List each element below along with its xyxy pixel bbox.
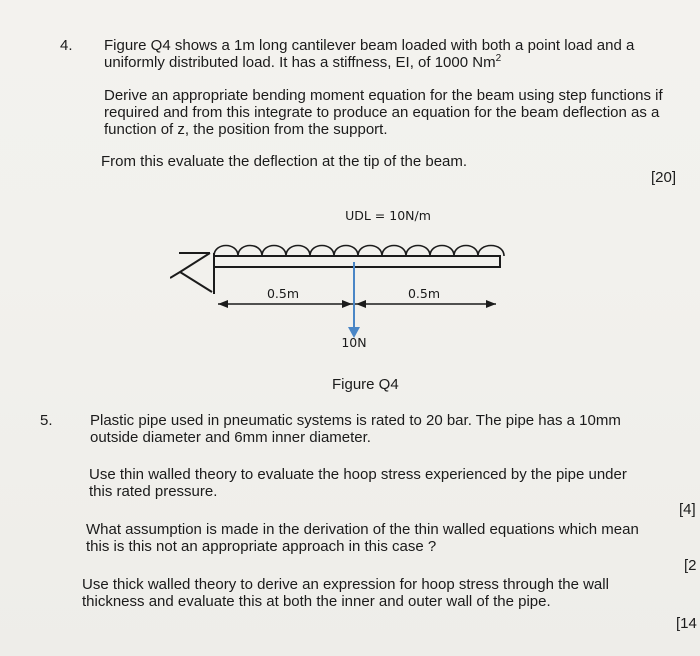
question-4-text-line-1: Figure Q4 shows a 1m long cantilever beam loaded with both a point load and a <box>104 37 635 54</box>
stiffness-exponent: 2 <box>495 53 502 64</box>
question-4-number: 4. <box>60 37 73 54</box>
question-4-marks: [20] <box>651 169 677 186</box>
question-4-text-line-2 <box>104 54 501 71</box>
dimension-right-label: 0.5m <box>407 286 441 301</box>
question-4-stiffness-text: uniformly distributed load. It has a stiffness, EI, of 1000 Nm <box>104 54 496 71</box>
cantilever-beam-figure <box>170 200 510 360</box>
thin-walled-marks: [4] <box>679 501 696 518</box>
beam <box>214 256 500 267</box>
assumption-line-1: What assumption is made in the derivation of the thin walled equations which mean <box>86 521 639 538</box>
question-5-text-line-1: Plastic pipe used in pneumatic systems is rated to 20 bar. The pipe has a 10mm <box>90 412 621 429</box>
thick-walled-marks: [14 <box>676 615 697 632</box>
figure-caption: Figure Q4 <box>332 376 399 393</box>
assumption-marks: [2 <box>684 557 697 574</box>
udl-loops <box>214 246 504 257</box>
question-5-number: 5. <box>40 412 53 429</box>
thin-walled-line-2: this rated pressure. <box>89 483 218 500</box>
thick-walled-line-2: thickness and evaluate this at both the inner and outer wall of the pipe. <box>82 593 551 610</box>
question-4-evaluate-text: From this evaluate the deflection at the tip of the beam. <box>101 153 468 170</box>
question-4-derive-line-1: Derive an appropriate bending moment equation for the beam using step functions if <box>104 87 663 104</box>
dimension-left-label: 0.5m <box>266 286 300 301</box>
thin-walled-line-1: Use thin walled theory to evaluate the hoop stress experienced by the pipe under <box>89 466 627 483</box>
fixed-support-wall <box>170 253 212 292</box>
question-4-derive-line-3: function of z, the position from the support. <box>104 121 388 138</box>
point-load-label: 10N <box>341 335 367 350</box>
assumption-line-2: this is this not an appropriate approach in this case ? <box>86 538 437 555</box>
udl-label: UDL = 10N/m <box>345 208 431 223</box>
question-4-derive-line-2: required and from this integrate to produce an equation for the beam deflection as a <box>104 104 660 121</box>
thick-walled-line-1: Use thick walled theory to derive an expression for hoop stress through the wall <box>82 576 609 593</box>
question-5-text-line-2: outside diameter and 6mm inner diameter. <box>90 429 371 446</box>
